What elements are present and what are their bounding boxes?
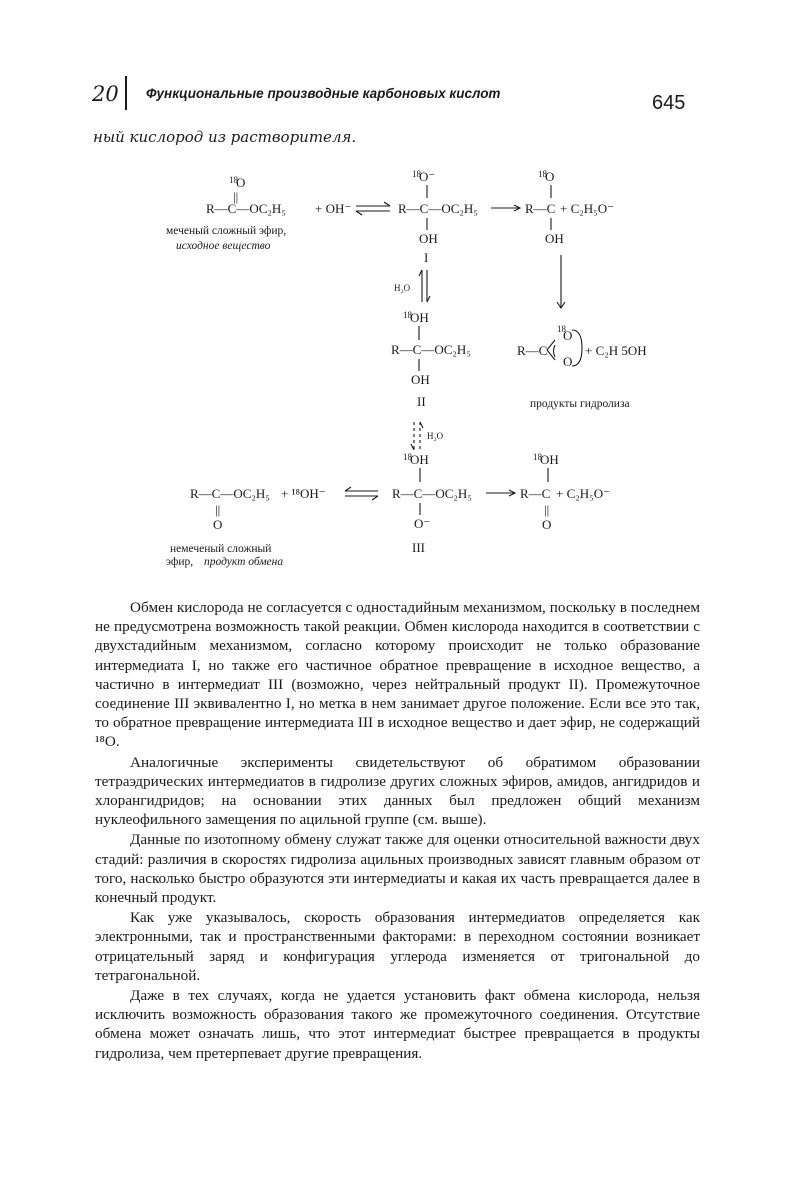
chapter-title: Функциональные производные карбоновых кислот — [146, 86, 501, 101]
paragraph: Как уже указывалось, скорость образования интермедиатов определяется как электронными, так и пространственными факторами: в переходном состоянии возникает отрицательный заряд и конфигурация углерода изменяется от тригональной до тетрагональной. — [95, 909, 700, 984]
unlabeled-ester — [166, 486, 326, 568]
equilibrium-arrow-1 — [356, 202, 390, 215]
svg-text:R—C—OC₂H₅: R—C—OC₂H₅ — [392, 486, 472, 501]
svg-text:18: 18 — [412, 169, 421, 179]
hydrolysis-products — [517, 324, 647, 410]
water-label-2: H₂O — [427, 431, 444, 441]
svg-text:R—C: R—C — [525, 201, 556, 216]
intermediate-III — [392, 452, 472, 555]
svg-text:O⁻: O⁻ — [419, 169, 436, 184]
svg-text:O⁻: O⁻ — [414, 516, 431, 531]
svg-text:OH: OH — [545, 231, 564, 246]
svg-text:||: || — [544, 502, 550, 517]
svg-text:O: O — [542, 517, 552, 532]
labeled-ester — [166, 175, 351, 252]
chapter-number: 20 — [92, 82, 119, 106]
svg-text:18: 18 — [403, 452, 412, 462]
svg-text:18: 18 — [533, 452, 542, 462]
product-acid-top — [525, 169, 614, 246]
svg-text:+ C₂H 5OH: + C₂H 5OH — [585, 343, 647, 358]
paragraph: Данные по изотопному обмену служат также для оценки относительной важности двух стадий: различия в скоростях гидролиза ацильных производных зависят главным образом от того, насколько быстро образуются эти интермедиаты и какая их часть превращается далее в конечный продукт. — [95, 831, 700, 907]
svg-text:R—C—OC₂H₅: R—C—OC₂H₅ — [391, 342, 471, 357]
svg-text:II: II — [417, 394, 426, 409]
svg-text:OH: OH — [411, 372, 430, 387]
water-label-1: H₂O — [394, 283, 411, 293]
svg-text:+ C₂H₅O⁻: + C₂H₅O⁻ — [560, 201, 614, 216]
svg-text:+ C₂H₅O⁻: + C₂H₅O⁻ — [556, 486, 610, 501]
svg-text:эфир,: эфир, — [166, 556, 194, 568]
labeled-ester-caption: меченый сложный эфир, — [166, 225, 287, 237]
svg-text:||: || — [215, 502, 221, 517]
page-number: 645 — [652, 92, 686, 114]
equilibrium-arrow-I-II — [419, 270, 430, 302]
continuation-line: ный кислород из растворителя. — [93, 128, 357, 146]
svg-text:O: O — [563, 354, 573, 369]
equilibrium-arrow-3 — [345, 487, 378, 500]
svg-text:O: O — [213, 517, 223, 532]
svg-text:OH: OH — [410, 452, 429, 467]
svg-text:18: 18 — [538, 169, 547, 179]
svg-text:R—C: R—C — [520, 486, 551, 501]
equilibrium-arrow-II-III — [411, 422, 423, 450]
svg-text:R—C—OC₂H₅: R—C—OC₂H₅ — [206, 201, 286, 216]
svg-text:OH: OH — [419, 231, 438, 246]
svg-text:||: || — [233, 189, 239, 204]
intermediate-I — [398, 169, 478, 265]
svg-text:I: I — [424, 250, 429, 265]
header-divider — [125, 76, 127, 110]
svg-text:O: O — [545, 169, 555, 184]
paragraph: Аналогичные эксперименты свидетельствуют об обратимом образовании тетраэдрических интермедиатов в гидролизе других сложных эфиров, амидов, ангидридов и хлорангидридов; на основании этих данных был предложен общий механизм нуклеофильного замещения по ацильной группе (см. выше). — [95, 753, 700, 829]
intermediate-II — [391, 310, 471, 409]
svg-text:OH: OH — [410, 310, 429, 325]
svg-text:R—C—OC₂H₅: R—C—OC₂H₅ — [190, 486, 270, 501]
unlabeled-ester-caption: немеченый сложный — [170, 543, 272, 555]
paragraph: Обмен кислорода не согласуется с одностадийным механизмом, поскольку в последнем не предусмотрена возможность такой реакции. Обмен кислорода находится в соответствии с двухстадийным механизмом, согласно которому происходит не только образование интермедиата I, но также его частичное обратное превращение в исходное вещество, а частично в интермедиат III (возможно, через нейтральный продукт II). Промежуточное соединение III эквивалентно I, но метка в нем занимает другое положение. Если все это так, то обратное превращение интермедиата III в исходное вещество и дает эфир, не содержащий ¹⁸O. — [95, 599, 700, 751]
product-acid-bottom — [520, 452, 610, 532]
svg-text:+ ¹⁸OH⁻: + ¹⁸OH⁻ — [281, 486, 326, 501]
svg-text:18: 18 — [229, 175, 238, 185]
svg-text:18: 18 — [403, 310, 412, 320]
svg-text:+ OH⁻: + OH⁻ — [315, 201, 352, 216]
svg-text:O: O — [236, 175, 246, 190]
svg-text:R—C—OC₂H₅: R—C—OC₂H₅ — [398, 201, 478, 216]
reaction-scheme — [0, 160, 799, 580]
hydrolysis-products-caption: продукты гидролиза — [530, 398, 630, 410]
svg-text:R—C: R—C — [517, 343, 548, 358]
svg-text:OH: OH — [540, 452, 559, 467]
paragraph: Даже в тех случаях, когда не удается установить факт обмена кислорода, нельзя исключить возможность образования такого же промежуточного соединения. Отсутствие обмена может означать лишь, что этот интермедиат быстрее превращается в продукты гидролиза, чем претерпевает другие превращения. — [95, 987, 700, 1062]
svg-text:III: III — [412, 540, 425, 555]
starting-material-caption: исходное вещество — [176, 240, 271, 252]
body-text — [95, 598, 700, 1064]
svg-text:O: O — [563, 328, 573, 343]
svg-text:18: 18 — [557, 324, 566, 334]
exchange-product-caption: продукт обмена — [204, 556, 284, 568]
